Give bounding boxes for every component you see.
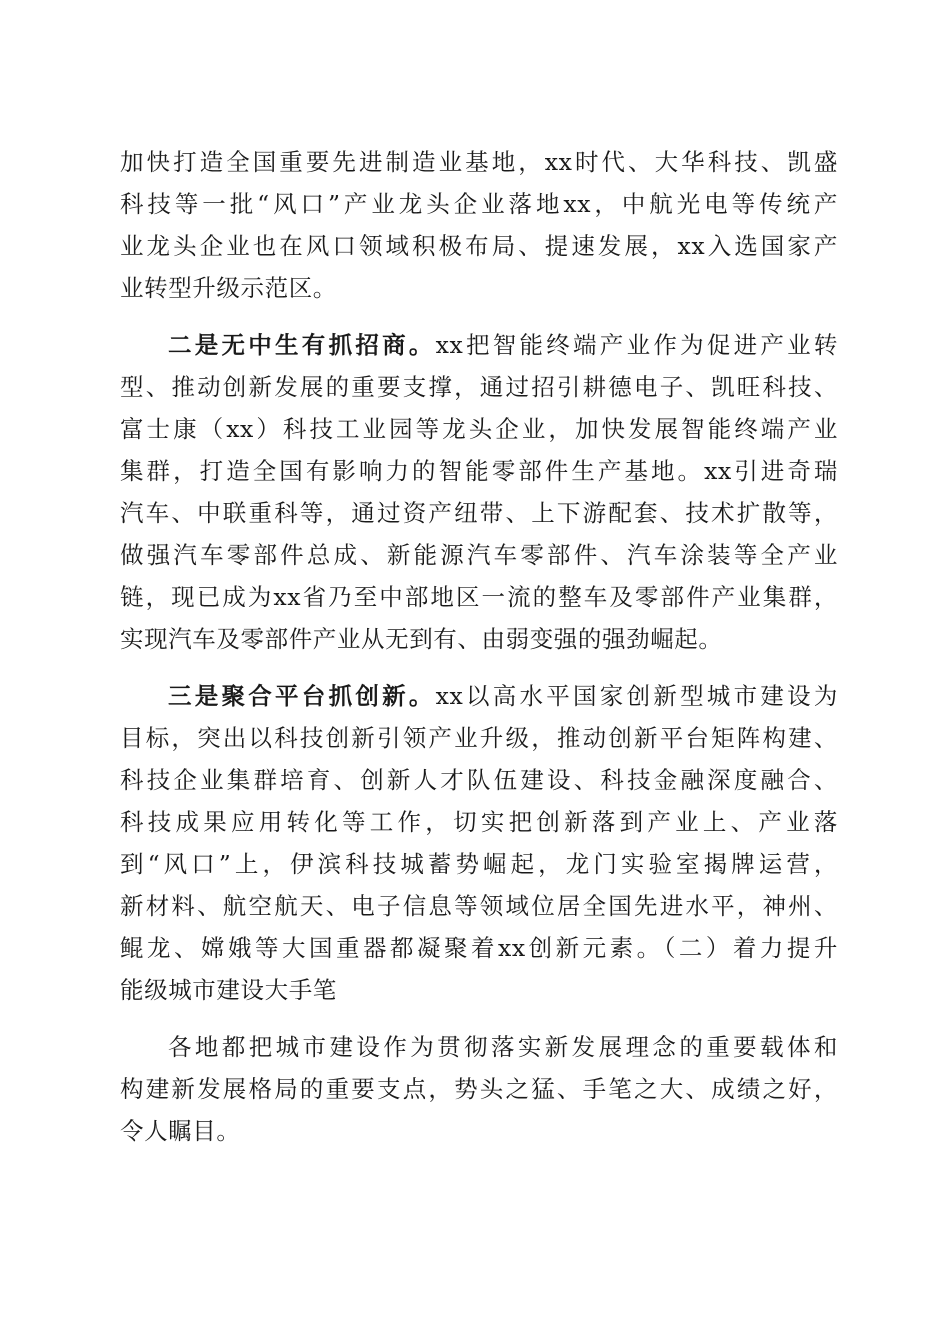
paragraph-line: 能级城市建设大手笔 — [120, 976, 337, 1004]
paragraph-first-line-text: xx把智能终端产业作为促进产业转 — [435, 331, 839, 359]
document-body — [120, 141, 838, 1152]
paragraph-line: 实现汽车及零部件产业从无到有、由弱变强的强劲崛起。 — [120, 625, 723, 653]
paragraph-first-line — [120, 675, 838, 717]
paragraph-line: 加快打造全国重要先进制造业基地，xx时代、大华科技、凯盛 — [120, 148, 838, 176]
paragraph-line: 链，现已成为xx省乃至中部地区一流的整车及零部件产业集群， — [120, 583, 838, 611]
paragraph-line: 富士康（xx）科技工业园等龙头企业，加快发展智能终端产业 — [120, 415, 838, 443]
paragraph-lead-heading: 三是聚合平台抓创新。 — [168, 682, 436, 710]
paragraph-first-line: 各地都把城市建设作为贯彻落实新发展理念的重要载体和 — [168, 1033, 838, 1061]
paragraph-2 — [120, 324, 838, 660]
paragraph-line: 令人瞩目。 — [120, 1117, 241, 1145]
paragraph-first-line-text: xx以高水平国家创新型城市建设为 — [435, 682, 839, 710]
paragraph-line: 做强汽车零部件总成、新能源汽车零部件、汽车涂装等全产业 — [120, 541, 838, 569]
paragraph-line: 构建新发展格局的重要支点，势头之猛、手笔之大、成绩之好， — [120, 1075, 838, 1103]
paragraph-first-line — [120, 324, 838, 366]
paragraph-line: 新材料、航空航天、电子信息等领域位居全国先进水平，神州、 — [120, 892, 838, 920]
paragraph-line: 到“风口”上，伊滨科技城蓄势崛起，龙门实验室揭牌运营， — [120, 850, 838, 878]
paragraph-line: 鲲龙、嫦娥等大国重器都凝聚着xx创新元素。（二）着力提升 — [120, 934, 838, 962]
paragraph-line: 目标，突出以科技创新引领产业升级，推动创新平台矩阵构建、 — [120, 724, 838, 752]
paragraph-4 — [120, 1026, 838, 1152]
paragraph-1 — [120, 141, 838, 309]
paragraph-line: 集群，打造全国有影响力的智能零部件生产基地。xx引进奇瑞 — [120, 457, 838, 485]
paragraph-lead-heading: 二是无中生有抓招商。 — [168, 331, 436, 359]
paragraph-line: 业转型升级示范区。 — [120, 274, 337, 302]
paragraph-line: 科技成果应用转化等工作，切实把创新落到产业上、产业落 — [120, 808, 838, 836]
paragraph-line: 科技等一批“风口”产业龙头企业落地xx，中航光电等传统产 — [120, 190, 838, 218]
paragraph-line: 汽车、中联重科等，通过资产纽带、上下游配套、技术扩散等， — [120, 499, 838, 527]
paragraph-line: 科技企业集群培育、创新人才队伍建设、科技金融深度融合、 — [120, 766, 838, 794]
paragraph-line: 型、推动创新发展的重要支撑，通过招引耕德电子、凯旺科技、 — [120, 373, 838, 401]
paragraph-3 — [120, 675, 838, 1011]
paragraph-line: 业龙头企业也在风口领域积极布局、提速发展，xx入选国家产 — [120, 232, 838, 260]
